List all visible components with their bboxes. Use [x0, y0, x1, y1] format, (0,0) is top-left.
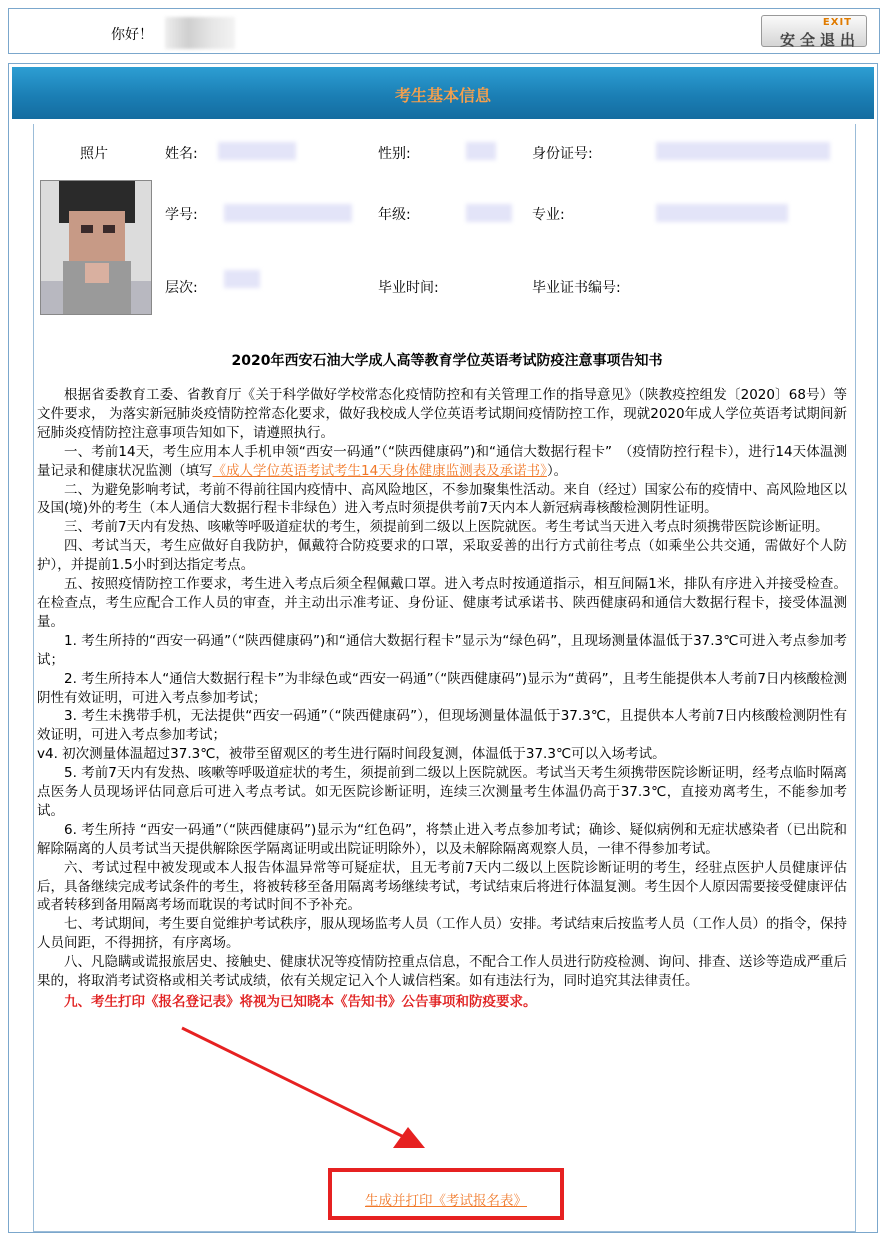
gender-label: 性别: [378, 146, 411, 162]
greeting-text: 你好！ [111, 27, 153, 43]
redacted-level [224, 270, 260, 288]
id-number-label: 身份证号: [532, 146, 593, 162]
exit-button[interactable] [761, 15, 867, 47]
redacted-major [656, 204, 788, 222]
redacted-gender [466, 142, 496, 160]
generate-print-form-link[interactable]: 生成并打印《考试报名表》 [365, 1193, 527, 1209]
certificate-no-label: 毕业证书编号: [532, 280, 621, 296]
notice-body [37, 386, 847, 1012]
photo-label: 照片 [80, 146, 108, 162]
redacted-grade [466, 204, 512, 222]
notice-item-9: 九、考生打印《报名登记表》将视为已知晓本《告知书》公告事项和防疫要求。 [64, 994, 537, 1010]
notice-item-7: 七、考试期间，考生要自觉维护考试秩序，服从现场监考人员（工作人员）安排。考试结束后按监考人员（工作人员）的指令，保持人员间距，不得拥挤，有序离场。 [37, 916, 847, 952]
redacted-id-number [656, 142, 830, 160]
notice-title: 2020年西安石油大学成人高等教育学位英语考试防疫注意事项告知书 [231, 353, 663, 369]
student-photo [40, 180, 152, 315]
notice-item-2: 二、为避免影响考试，考前不得前往国内疫情中、高风险地区，不参加聚集性活动。来自（经过）国家公布的疫情中、高风险地区以及国(境)外的考生（本人通信大数据行程卡非绿色）进入考点时须提供考前7天内本人新冠病毒核酸检测阴性证明。 [37, 481, 847, 517]
notice-item-1-text: 一、考前14天，考生应用本人手机申领“西安一码通”（“陕西健康码”)和“通信大数据行程卡” （疫情防控行程卡），进行14天体温测量记录和健康状况监测（填写 [37, 443, 847, 479]
notice-item-1 [37, 443, 847, 481]
notice-intro: 根据省委教育工委、省教育厅《关于科学做好学校常态化疫情防控和有关管理工作的指导意见》（陕教疫控组发〔2020〕68号）等文件要求， 为落实新冠肺炎疫情防控常态化要求，做好我校成人学位英语考试期间疫情防控工作，现就2020年成人学位英语考试期间新冠肺炎疫情防控注意事项告知如下，请遵照执行。 [37, 387, 847, 441]
notice-item-3: 三、考前7天内有发热、咳嗽等呼吸道症状的考生，须提前到二级以上医院就医。考生考试当天进入考点时须携带医院诊断证明。 [64, 519, 829, 536]
notice-item-5-3: 3. 考生未携带手机，无法提供“西安一码通”（“陕西健康码”），但现场测量体温低于37.3℃，且提供本人考前7日内核酸检测阴性有效证明，可进入考点参加考试； [37, 708, 847, 744]
panel-title: 考生基本信息 [394, 86, 491, 105]
exit-button-en-label: EXIT [822, 17, 852, 28]
graduation-time-label: 毕业时间: [378, 280, 439, 296]
notice-item-5-6: 6. 考生所持 “西安一码通”（“陕西健康码”)显示为“红色码”，将禁止进入考点参加考试；确诊、疑似病例和无症状感染者（已出院和解除隔离的人员考试当天提供解除医学隔离证明或出院证明除外），以及未解除隔离观察人员，一律不得参加考试。 [37, 821, 847, 857]
grade-label: 年级: [378, 207, 411, 223]
notice-item-5-5: 5. 考前7天内有发热、咳嗽等呼吸道症状的考生，须提前到二级以上医院就医。考试当天考生须携带医院诊断证明，经考点临时隔离点医务人员现场评估同意后可进入考点考试。如无医院诊断证明，连续三次测量考生体温仍高于37.3℃，直接劝离考生，不能参加考试。 [37, 765, 847, 819]
level-label: 层次: [165, 280, 198, 296]
health-monitoring-form-link[interactable]: 《成人学位英语考试考生14天身体健康监测表及承诺书》 [212, 462, 547, 479]
notice-item-4: 四、考试当天，考生应做好自我防护，佩戴符合防疫要求的口罩，采取妥善的出行方式前往考点（如乘坐公共交通，需做好个人防护），并提前1.5小时到达指定考点。 [37, 538, 847, 574]
notice-item-1-end: ）。 [546, 462, 568, 479]
panel-header [12, 67, 874, 119]
notice-item-5-4: v4. 初次测量体温超过37.3℃，被带至留观区的考生进行隔时间段复测，体温低于37.3℃可以入场考试。 [37, 746, 666, 763]
exit-button-cn-label: 安全退出 [780, 31, 861, 49]
generate-form-highlight [328, 1168, 564, 1220]
major-label: 专业: [532, 207, 565, 223]
notice-item-6: 六、考试过程中被发现或本人报告体温异常等可疑症状，且无考前7天内二级以上医院诊断证明的考生，经驻点医护人员健康评估后，具备继续完成考试条件的考生，将被转移至备用隔离考场继续考试，考试结束后将进行体温复测。考生因个人原因需要接受健康评估或者转移到备用隔离考场而耽误的考试时间不予补充。 [37, 859, 847, 914]
notice-item-5-2: 2. 考生所持本人“通信大数据行程卡”为非绿色或“西安一码通”（“陕西健康码”)显示为“黄码”，且考生能提供本人考前7日内核酸检测阴性有效证明，可进入考点参加考试； [37, 670, 847, 706]
notice-item-8: 八、凡隐瞒或谎报旅居史、接触史、健康状况等疫情防控重点信息，不配合工作人员进行防疫检测、询问、排查、送诊等造成严重后果的，将取消考试资格或相关考试成绩，依有关规定记入个人诚信档案。如有违法行为，同时追究其法律责任。 [37, 954, 847, 990]
redacted-name [218, 142, 296, 160]
redacted-username [165, 17, 235, 49]
redacted-student-no [224, 204, 352, 222]
top-bar [8, 8, 880, 54]
notice-item-5-1: 1. 考生所持的“西安一码通”（“陕西健康码”)和“通信大数据行程卡”显示为“绿色码”，且现场测量体温低于37.3℃可进入考点参加考试； [37, 632, 847, 668]
name-label: 姓名: [165, 146, 198, 162]
notice-item-5: 五、按照疫情防控工作要求，考生进入考点后须全程佩戴口罩。进入考点时按通道指示，相互间隔1米，排队有序进入并接受检查。在检查点，考生应配合工作人员的审查，并主动出示准考证、身份证、健康考试承诺书、陕西健康码和通信大数据行程卡，接受体温测量。 [37, 576, 847, 630]
student-no-label: 学号: [165, 207, 198, 223]
